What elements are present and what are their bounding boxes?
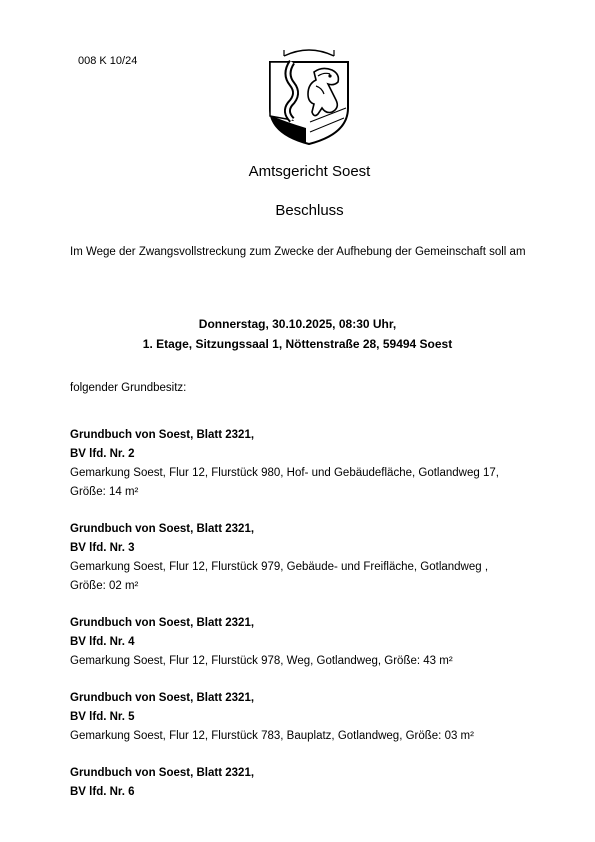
parcel-description: Gemarkung Soest, Flur 12, Flurstück 979, Gebäude- und Freifläche, Gotlandweg ,: [70, 561, 489, 573]
parcel-size: Größe: 02 m²: [70, 580, 139, 592]
parcel-entry: [70, 764, 540, 802]
appointment-location: 1. Etage, Sitzungssaal 1, Nöttenstraße 28, 59494 Soest: [142, 337, 453, 351]
parcel-bv: BV lfd. Nr. 2: [70, 448, 135, 460]
parcel-register: Grundbuch von Soest, Blatt 2321,: [70, 767, 255, 779]
parcel-entry: [70, 520, 540, 596]
parcel-register: Grundbuch von Soest, Blatt 2321,: [70, 429, 255, 441]
parcel-size: Größe: 14 m²: [70, 486, 139, 498]
parcel-bv: BV lfd. Nr. 3: [70, 542, 135, 554]
parcel-register: Grundbuch von Soest, Blatt 2321,: [70, 692, 255, 704]
parcel-description: Gemarkung Soest, Flur 12, Flurstück 978, Weg, Gotlandweg, Größe: 43 m²: [70, 655, 453, 667]
parcel-description: Gemarkung Soest, Flur 12, Flurstück 980, Hof- und Gebäudefläche, Gotlandweg 17,: [70, 467, 499, 479]
appointment-block: [0, 314, 595, 354]
parcel-entry: [70, 689, 540, 746]
parcel-entry: [70, 614, 540, 671]
parcel-description: Gemarkung Soest, Flur 12, Flurstück 783, Bauplatz, Gotlandweg, Größe: 03 m²: [70, 730, 474, 742]
case-number: 008 K 10/24: [78, 55, 138, 67]
parcel-bv: BV lfd. Nr. 6: [70, 786, 135, 798]
parcel-register: Grundbuch von Soest, Blatt 2321,: [70, 523, 255, 535]
document-title: Beschluss: [275, 202, 344, 219]
parcel-bv: BV lfd. Nr. 5: [70, 711, 135, 723]
parcel-entry: [70, 426, 540, 502]
parcel-bv: BV lfd. Nr. 4: [70, 636, 135, 648]
property-intro: folgender Grundbesitz:: [70, 382, 187, 394]
coat-of-arms-icon: [262, 42, 356, 146]
parcel-list: [70, 426, 540, 820]
court-name: Amtsgericht Soest: [248, 163, 371, 180]
intro-text: Im Wege der Zwangsvollstreckung zum Zwecke der Aufhebung der Gemeinschaft soll am: [70, 246, 526, 258]
parcel-register: Grundbuch von Soest, Blatt 2321,: [70, 617, 255, 629]
appointment-date: Donnerstag, 30.10.2025, 08:30 Uhr,: [198, 317, 397, 331]
